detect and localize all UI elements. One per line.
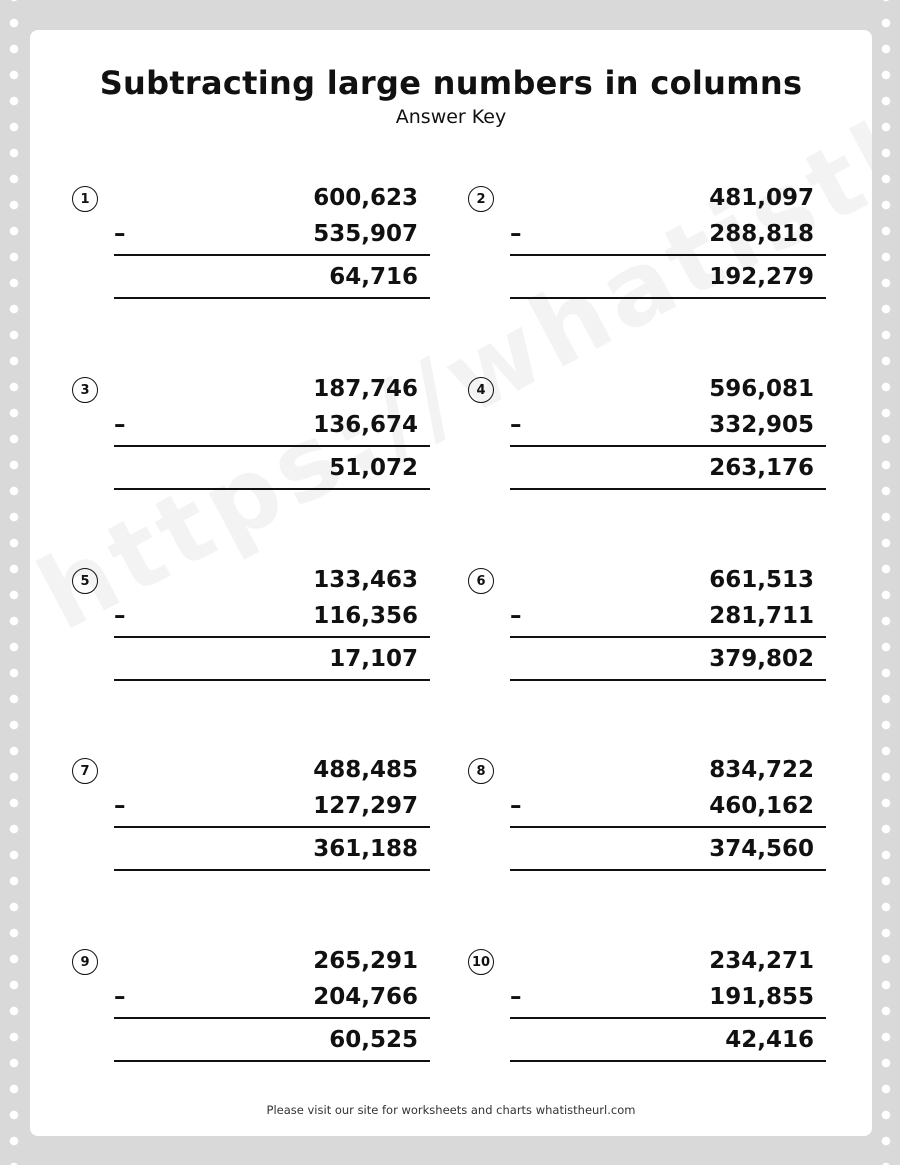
minus-sign: – [114,412,126,438]
problem-10 [454,946,814,1066]
subtrahend: 281,711 [709,603,814,629]
minuend: 133,463 [313,567,418,593]
problem-number-badge: 2 [468,186,494,212]
divider-line [510,869,826,871]
minus-sign: – [510,412,522,438]
problem-number-badge: 9 [72,949,98,975]
problem-8 [454,755,814,875]
minus-sign: – [510,603,522,629]
problem-6 [454,565,814,685]
minuend: 187,746 [313,376,418,402]
subtrahend: 535,907 [313,221,418,247]
subtrahend: 116,356 [313,603,418,629]
difference-answer: 42,416 [725,1027,814,1053]
divider-line [114,1017,430,1019]
problem-9 [58,946,418,1066]
minuend: 661,513 [709,567,814,593]
minuend: 234,271 [709,948,814,974]
problem-number-badge: 8 [468,758,494,784]
divider-line [510,1060,826,1062]
difference-answer: 64,716 [329,264,418,290]
problem-1 [58,183,418,303]
minuend: 600,623 [313,185,418,211]
minus-sign: – [114,221,126,247]
divider-line [114,679,430,681]
problem-number-badge: 5 [72,568,98,594]
divider-line [114,488,430,490]
divider-line [510,254,826,256]
divider-line [510,297,826,299]
minuend: 596,081 [709,376,814,402]
problem-number-badge: 1 [72,186,98,212]
problem-4 [454,374,814,494]
difference-answer: 361,188 [313,836,418,862]
difference-answer: 192,279 [709,264,814,290]
minus-sign: – [114,984,126,1010]
divider-line [510,445,826,447]
footer-note: Please visit our site for worksheets and charts whatistheurl.com [266,1103,636,1117]
minuend: 265,291 [313,948,418,974]
divider-line [114,869,430,871]
worksheet-page [30,30,872,1136]
divider-line [114,445,430,447]
subtrahend: 204,766 [313,984,418,1010]
divider-line [510,1017,826,1019]
divider-line [510,488,826,490]
page-title: Subtracting large numbers in columns [99,64,803,102]
divider-line [114,636,430,638]
minus-sign: – [114,603,126,629]
difference-answer: 17,107 [329,646,418,672]
subtrahend: 332,905 [709,412,814,438]
problem-number-badge: 4 [468,377,494,403]
right-dot-border [878,0,894,1165]
divider-line [510,826,826,828]
difference-answer: 60,525 [329,1027,418,1053]
problem-5 [58,565,418,685]
divider-line [510,636,826,638]
minus-sign: – [510,221,522,247]
problem-number-badge: 7 [72,758,98,784]
divider-line [114,1060,430,1062]
subtrahend: 460,162 [709,793,814,819]
minus-sign: – [114,793,126,819]
divider-line [114,826,430,828]
problem-7 [58,755,418,875]
minuend: 834,722 [709,757,814,783]
divider-line [114,254,430,256]
difference-answer: 374,560 [709,836,814,862]
divider-line [114,297,430,299]
subtrahend: 288,818 [709,221,814,247]
problem-number-badge: 6 [468,568,494,594]
minus-sign: – [510,793,522,819]
difference-answer: 379,802 [709,646,814,672]
page-subtitle: Answer Key [395,106,507,128]
minus-sign: – [510,984,522,1010]
problem-number-badge: 10 [468,949,494,975]
left-dot-border [6,0,22,1165]
subtrahend: 127,297 [313,793,418,819]
divider-line [510,679,826,681]
problem-2 [454,183,814,303]
subtrahend: 191,855 [709,984,814,1010]
difference-answer: 263,176 [709,455,814,481]
minuend: 481,097 [709,185,814,211]
problem-3 [58,374,418,494]
subtrahend: 136,674 [313,412,418,438]
minuend: 488,485 [313,757,418,783]
difference-answer: 51,072 [329,455,418,481]
problem-number-badge: 3 [72,377,98,403]
